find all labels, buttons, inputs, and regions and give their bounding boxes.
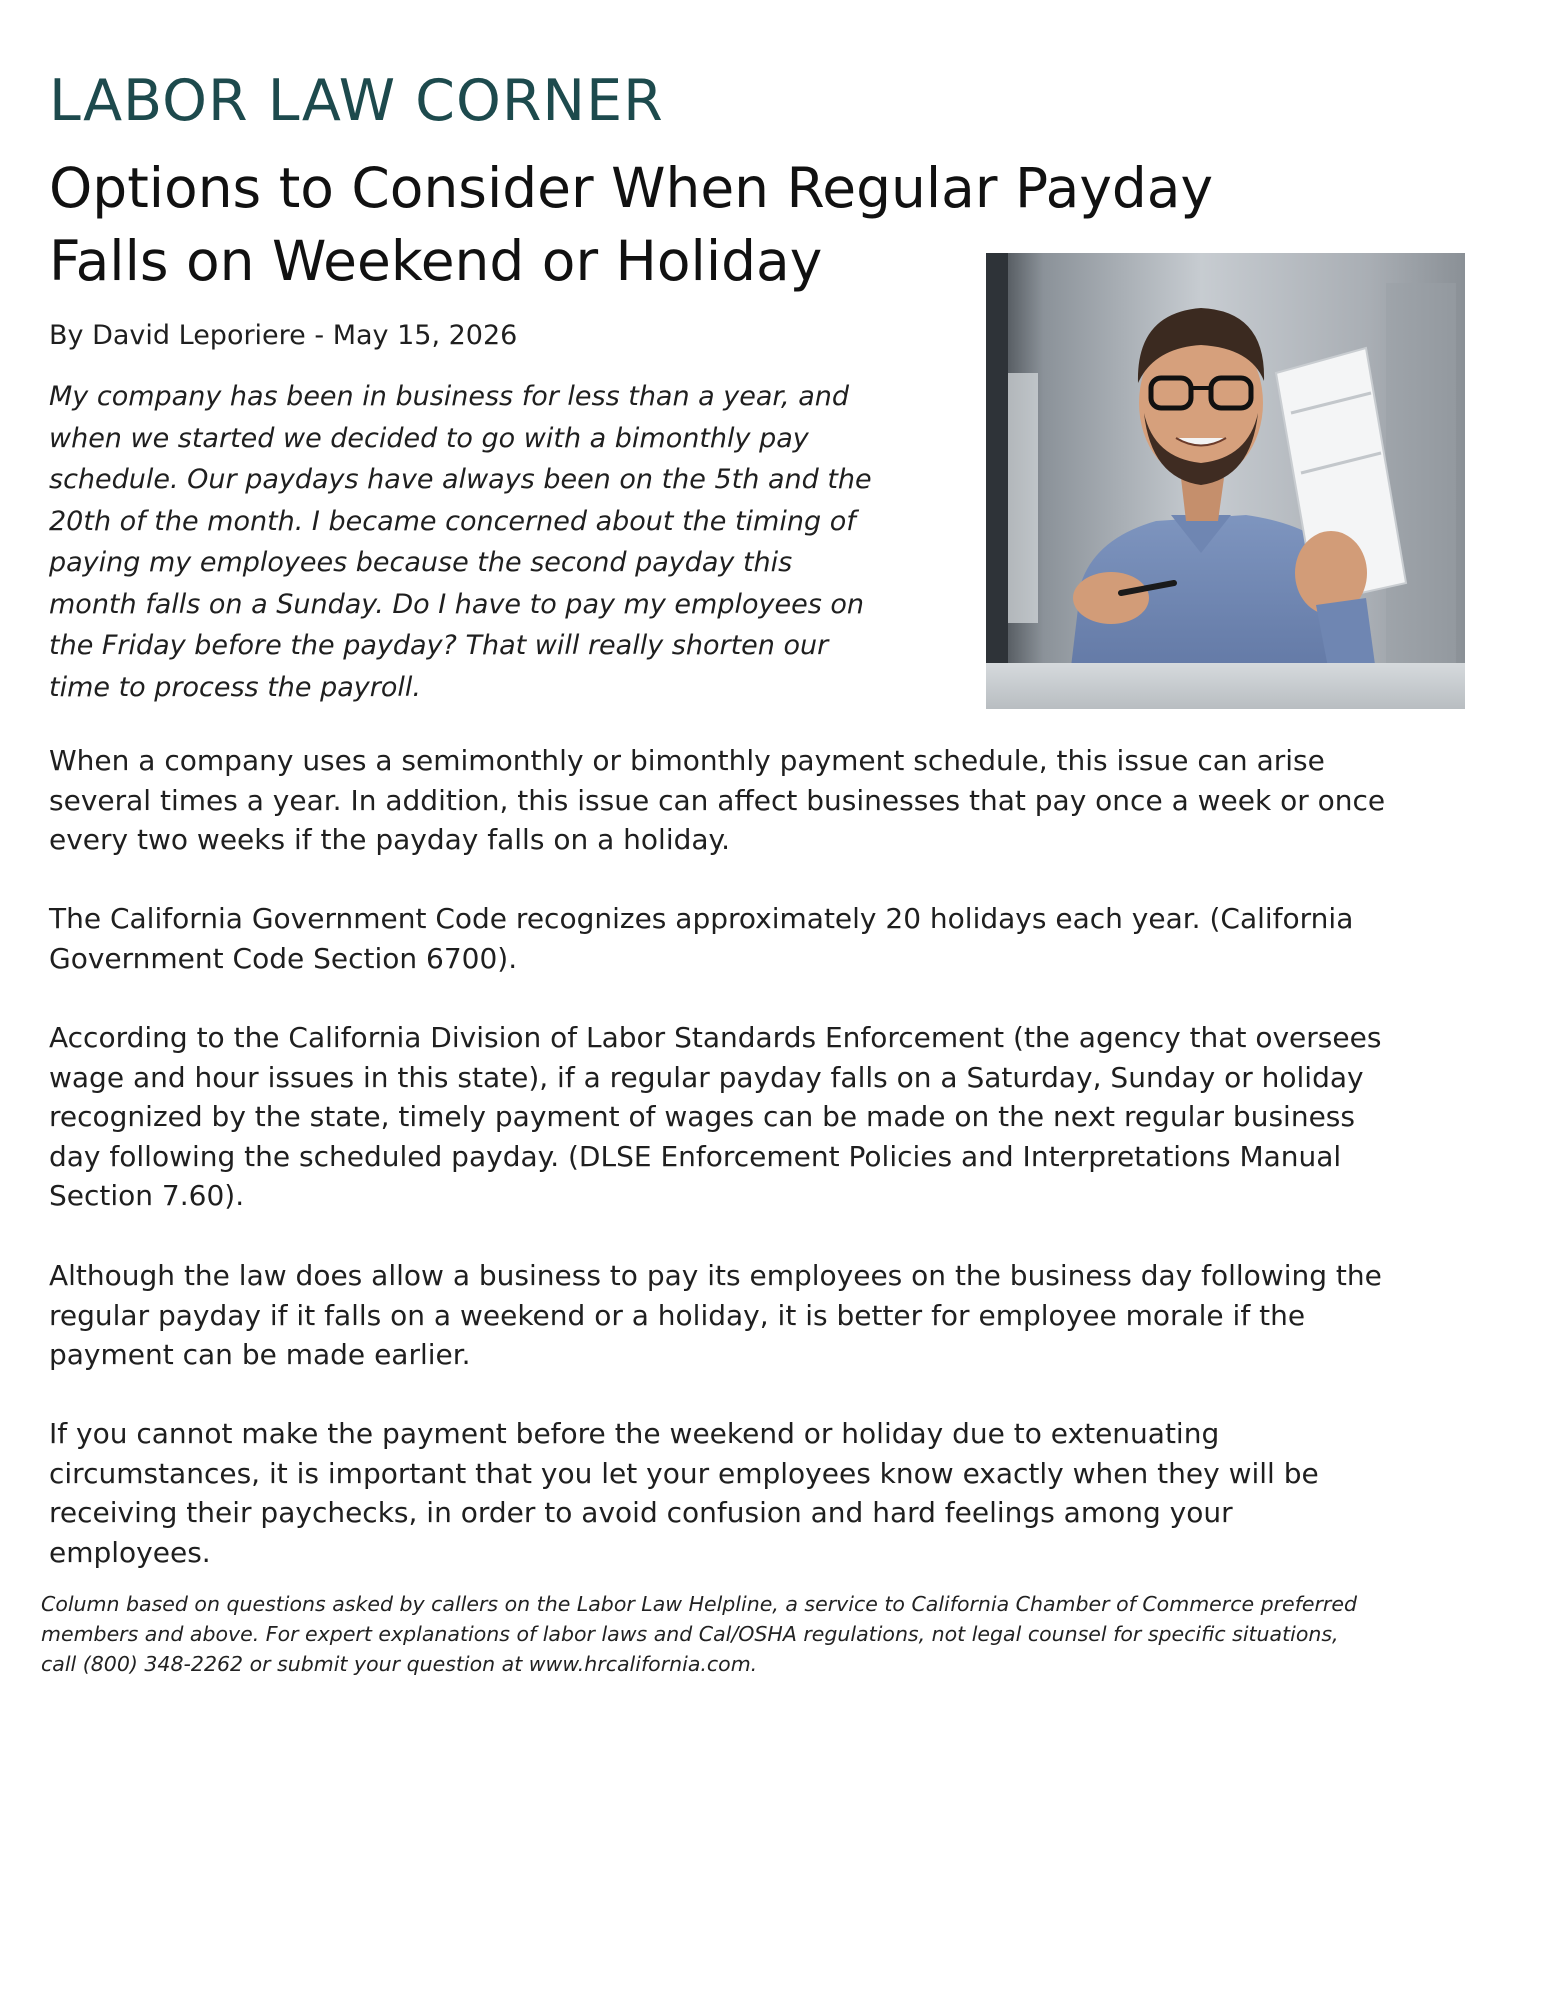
byline: By David Leporiere - May 15, 2026	[49, 320, 518, 351]
paragraph-line: When a company uses a semimonthly or bimonthly payment schedule, this issue can arise	[49, 744, 1325, 777]
question-line: paying my employees because the second payday this	[49, 547, 793, 578]
body-paragraph	[49, 741, 1509, 860]
question-line: time to process the payroll.	[49, 671, 421, 703]
section-title: LABOR LAW CORNER	[49, 68, 664, 134]
question-line: when we started we decided to go with a bimonthly pay	[49, 422, 809, 454]
body-paragraph	[49, 1018, 1509, 1216]
paragraph-line: wage and hour issues in this state), if a regular payday falls on a Saturday, Sunday or holiday	[49, 1060, 1364, 1094]
footnote-line: call (800) 348-2262 or submit your question at www.hrcalifornia.com.	[41, 1652, 758, 1676]
question-line: the Friday before the payday? That will really shorten our	[49, 630, 829, 661]
footnote-line: members and above. For expert explanations of labor laws and Cal/OSHA regulations, not legal counsel for specific situations,	[41, 1622, 1339, 1646]
headline-line: Falls on Weekend or Holiday	[49, 229, 823, 293]
paragraph-line: If you cannot make the payment before the weekend or holiday due to extenuating	[49, 1417, 1220, 1450]
paragraph-line: The California Government Code recognizes approximately 20 holidays each year. (California	[49, 902, 1354, 935]
paragraph-line: day following the scheduled payday. (DLSE Enforcement Policies and Interpretations Manual	[49, 1139, 1342, 1173]
body-paragraph	[49, 899, 1509, 978]
column-footnote	[41, 1589, 1511, 1679]
question-line: schedule. Our paydays have always been on the 5th and the	[49, 464, 872, 495]
paragraph-line: Section 7.60).	[49, 1179, 245, 1212]
reader-question	[49, 376, 989, 708]
footnote-line: Column based on questions asked by callers on the Labor Law Helpline, a service to California Chamber of Commerce preferred	[41, 1592, 1357, 1616]
body-paragraph	[49, 1256, 1509, 1375]
question-line: 20th of the month. I became concerned about the timing of	[49, 505, 856, 537]
question-line: month falls on a Sunday. Do I have to pay my employees on	[49, 588, 864, 620]
paragraph-line: circumstances, it is important that you let your employees know exactly when they will be	[49, 1456, 1319, 1490]
headline-line: Options to Consider When Regular Payday	[49, 156, 1214, 220]
article-photo	[986, 253, 1465, 709]
paragraph-line: Government Code Section 6700).	[49, 941, 518, 975]
question-line: My company has been in business for less than a year, and	[49, 381, 850, 412]
paragraph-line: employees.	[49, 1535, 211, 1569]
paragraph-line: receiving their paychecks, in order to avoid confusion and hard feelings among your	[49, 1496, 1233, 1529]
paragraph-line: every two weeks if the payday falls on a holiday.	[49, 823, 731, 856]
paragraph-line: Although the law does allow a business to pay its employees on the business day following the	[49, 1259, 1382, 1292]
paragraph-line: several times a year. In addition, this issue can affect businesses that pay once a week or once	[49, 783, 1386, 817]
paragraph-line: payment can be made earlier.	[49, 1338, 471, 1371]
man-holding-paycheck-photo	[986, 253, 1465, 709]
paragraph-line: recognized by the state, timely payment of wages can be made on the next regular business	[49, 1100, 1355, 1133]
paragraph-line: According to the California Division of Labor Standards Enforcement (the agency that oversees	[49, 1021, 1382, 1054]
paragraph-line: regular payday if it falls on a weekend or a holiday, it is better for employee morale if the	[49, 1298, 1306, 1332]
body-paragraph	[49, 1414, 1509, 1572]
